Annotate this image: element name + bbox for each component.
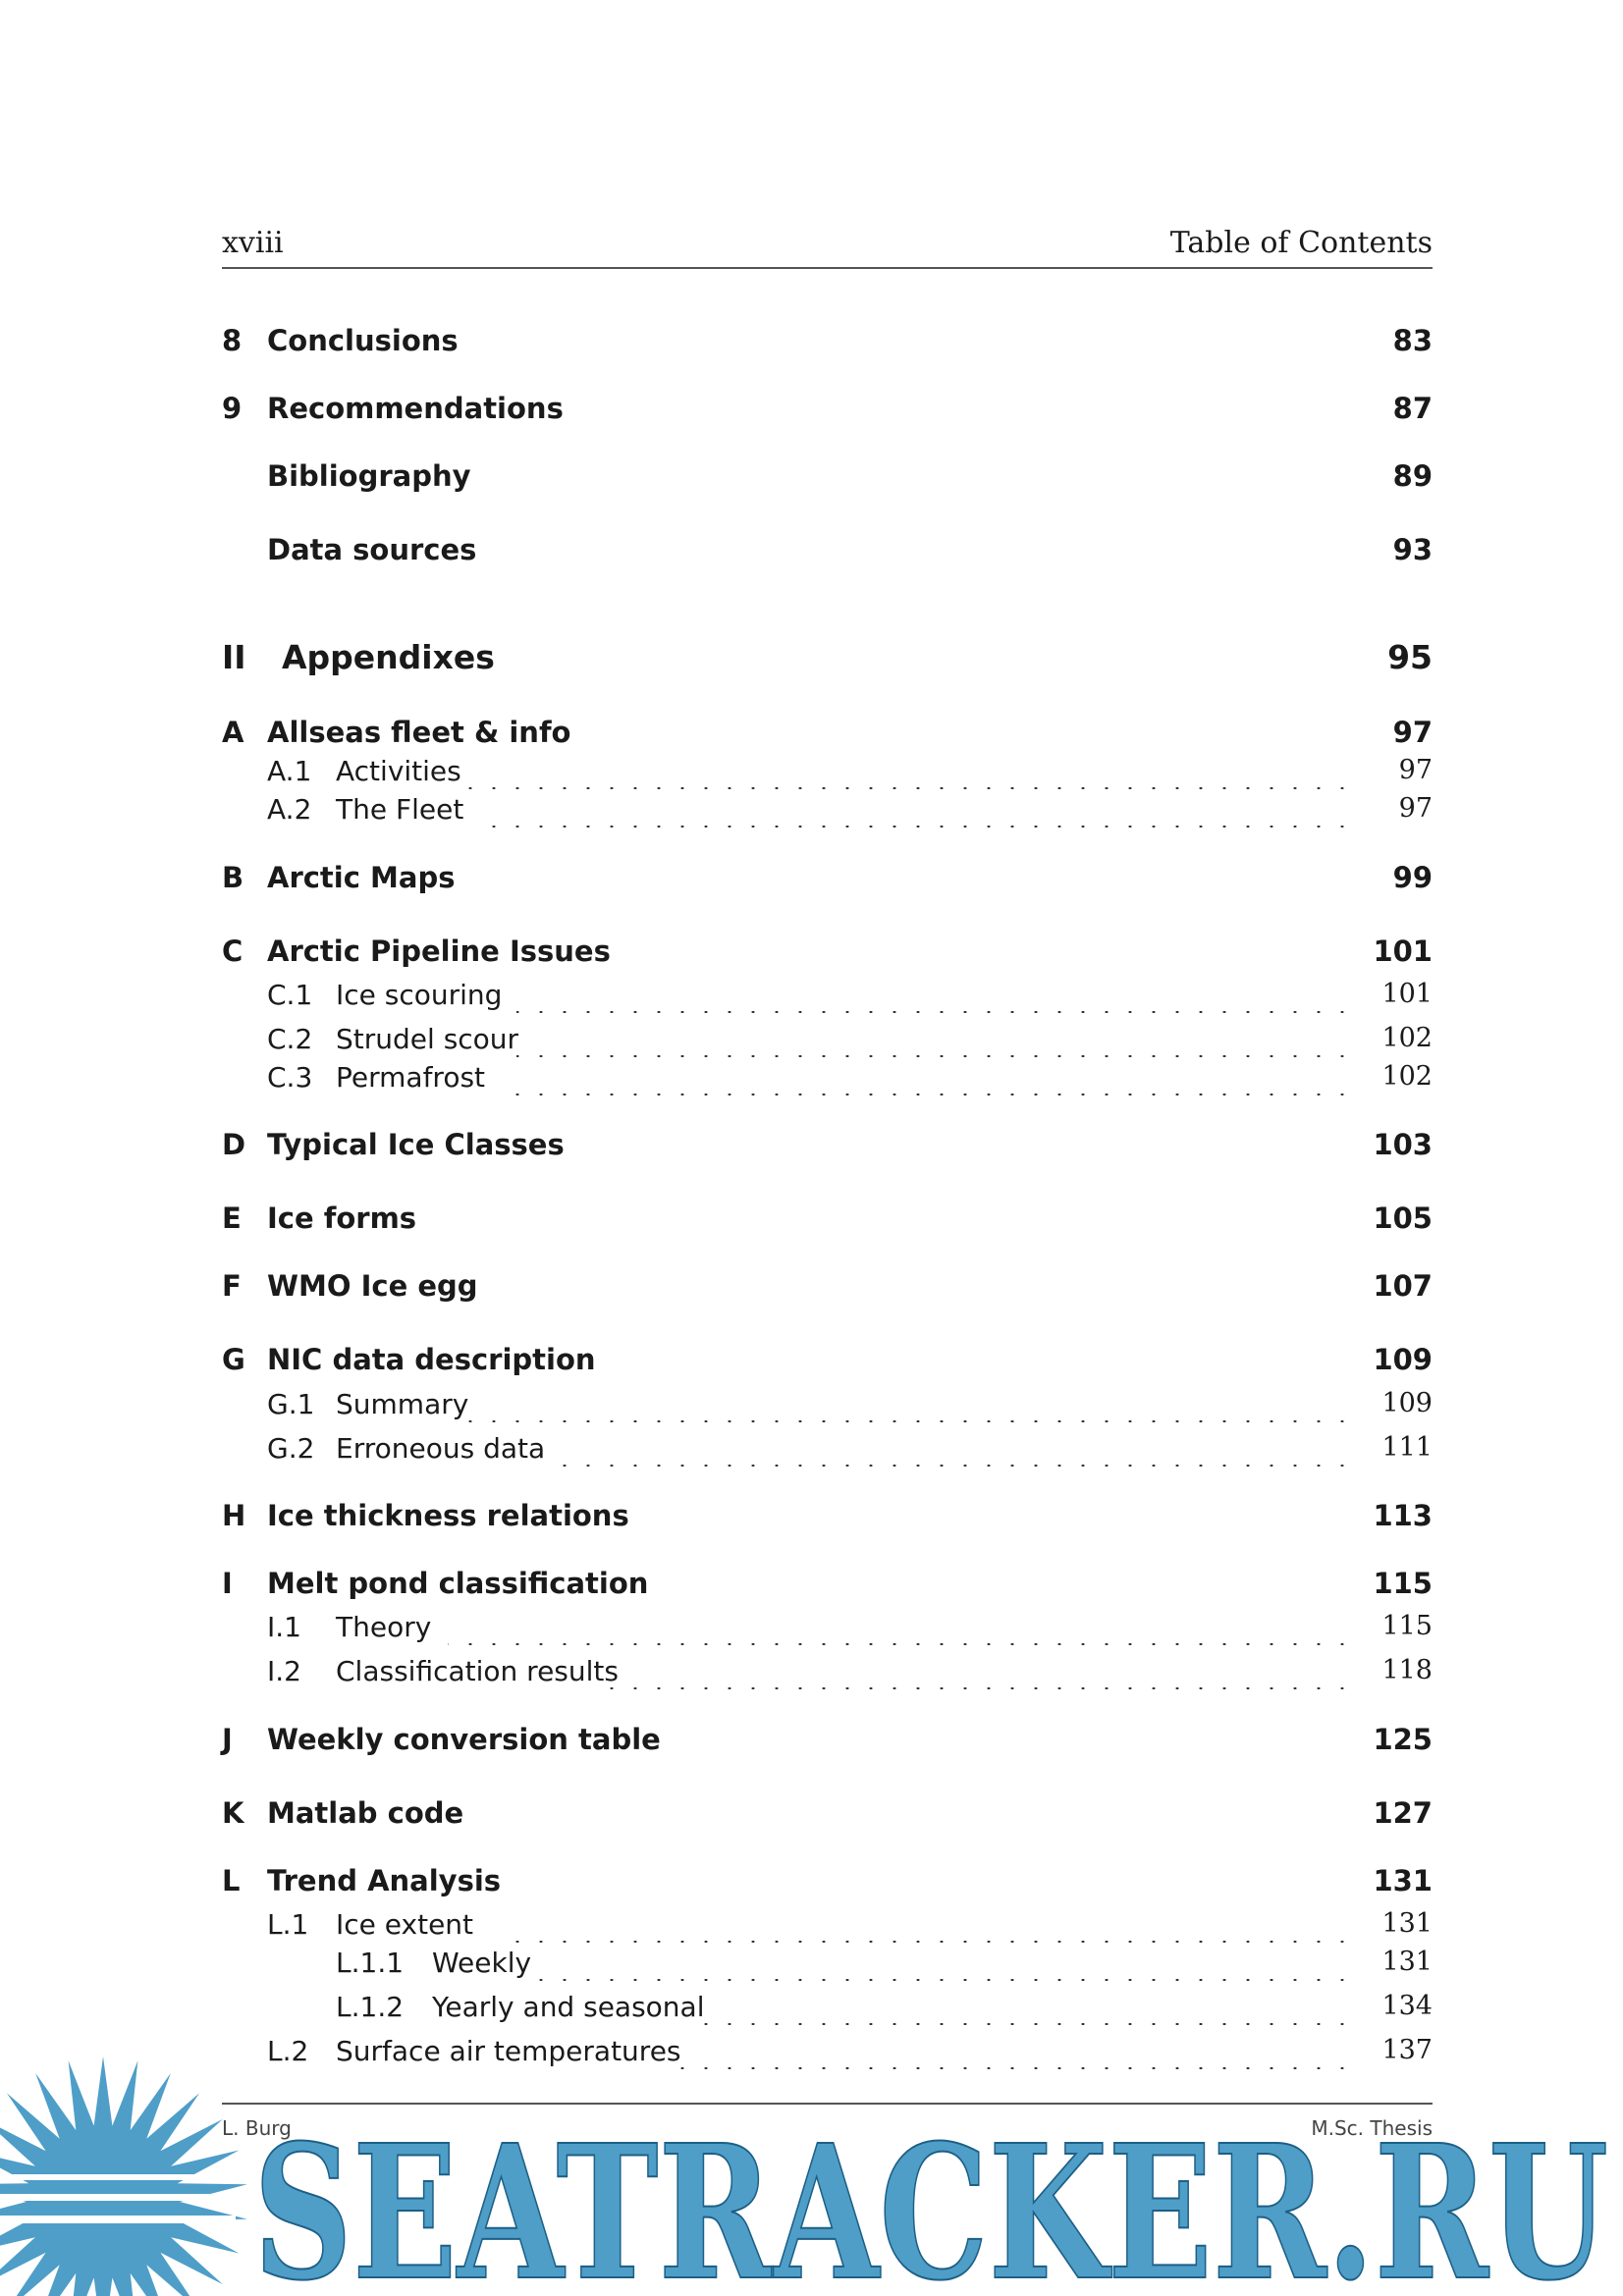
subsection-page: 134 xyxy=(1381,1991,1433,2021)
appendix-page: 113 xyxy=(1373,1499,1433,1532)
section-title: Activities xyxy=(336,755,461,787)
section-number: C.1 xyxy=(267,979,313,1011)
appendix-letter: E xyxy=(222,1201,242,1235)
toc-appendix-g[interactable] xyxy=(222,1343,1433,1386)
appendix-letter: A xyxy=(222,716,244,749)
appendix-page: 101 xyxy=(1373,934,1433,968)
toc-section-g1[interactable] xyxy=(222,1388,1433,1431)
section-title: Theory xyxy=(336,1611,432,1643)
toc-subsection-l12[interactable] xyxy=(222,1991,1433,2034)
appendix-letter: I xyxy=(222,1567,233,1600)
section-title: Ice scouring xyxy=(336,979,503,1011)
toc-appendix-l[interactable] xyxy=(222,1864,1433,1907)
toc-section-a1[interactable] xyxy=(222,755,1433,798)
toc-chapter-8[interactable] xyxy=(222,324,1433,367)
toc-section-g2[interactable] xyxy=(222,1432,1433,1475)
appendix-letter: G xyxy=(222,1343,245,1376)
chapter-title: Conclusions xyxy=(267,324,459,357)
appendix-title: Arctic Pipeline Issues xyxy=(267,934,611,968)
toc-bibliography[interactable] xyxy=(222,459,1433,503)
footer-author: L. Burg xyxy=(222,2116,292,2140)
dot-leader xyxy=(448,1643,1354,1645)
subsection-title: Yearly and seasonal xyxy=(432,1991,705,2023)
subsection-number: L.1.1 xyxy=(336,1947,405,1979)
sun-burst-icon xyxy=(0,2056,247,2296)
dot-leader xyxy=(467,787,1354,789)
running-title: Table of Contents xyxy=(1169,226,1433,260)
appendix-title: Melt pond classification xyxy=(267,1567,649,1600)
toc-appendix-b[interactable] xyxy=(222,861,1433,904)
section-title: The Fleet xyxy=(336,793,464,826)
appendix-title: Ice thickness relations xyxy=(267,1499,629,1532)
appendix-page: 105 xyxy=(1373,1201,1433,1235)
appendix-letter: K xyxy=(222,1796,244,1830)
dot-leader xyxy=(516,1055,1354,1057)
footer-degree: M.Sc. Thesis xyxy=(1311,2116,1433,2140)
section-title: Classification results xyxy=(336,1655,619,1687)
dot-leader xyxy=(693,2023,1354,2025)
section-number: G.1 xyxy=(267,1388,315,1420)
part-number: II xyxy=(222,638,246,676)
toc-section-i2[interactable] xyxy=(222,1655,1433,1698)
appendix-letter: C xyxy=(222,934,243,968)
chapter-page: 93 xyxy=(1392,533,1433,566)
part-title: Appendixes xyxy=(282,638,495,676)
toc-appendix-a[interactable] xyxy=(222,716,1433,759)
dot-leader xyxy=(497,1094,1354,1095)
appendix-title: NIC data description xyxy=(267,1343,596,1376)
subsection-page: 131 xyxy=(1381,1947,1433,1977)
chapter-number: 8 xyxy=(222,324,243,357)
watermark xyxy=(0,2056,1623,2296)
section-number: L.2 xyxy=(267,2035,309,2067)
section-page: 97 xyxy=(1398,793,1433,824)
chapter-number: 9 xyxy=(222,392,243,425)
section-title: Permafrost xyxy=(336,1061,486,1094)
section-page: 118 xyxy=(1381,1655,1433,1685)
toc-section-i1[interactable] xyxy=(222,1611,1433,1654)
appendix-page: 103 xyxy=(1373,1128,1433,1161)
toc-section-a2[interactable] xyxy=(222,793,1433,836)
chapter-page: 89 xyxy=(1392,459,1433,493)
toc-appendix-j[interactable] xyxy=(222,1723,1433,1766)
chapter-page: 87 xyxy=(1392,392,1433,425)
toc-appendix-d[interactable] xyxy=(222,1128,1433,1171)
section-number: C.3 xyxy=(267,1061,313,1094)
appendix-page: 125 xyxy=(1373,1723,1433,1756)
section-title: Summary xyxy=(336,1388,469,1420)
toc-section-l1[interactable] xyxy=(222,1908,1433,1951)
subsection-title: Weekly xyxy=(432,1947,532,1979)
appendix-page: 131 xyxy=(1373,1864,1433,1897)
chapter-title: Recommendations xyxy=(267,392,564,425)
section-page: 131 xyxy=(1381,1908,1433,1939)
chapter-title: Data sources xyxy=(267,533,477,566)
section-page: 111 xyxy=(1381,1432,1433,1463)
section-page: 102 xyxy=(1381,1061,1433,1092)
section-page: 137 xyxy=(1381,2035,1433,2065)
chapter-page: 83 xyxy=(1392,324,1433,357)
appendix-title: Arctic Maps xyxy=(267,861,456,894)
toc-appendix-f[interactable] xyxy=(222,1269,1433,1312)
appendix-title: WMO Ice egg xyxy=(267,1269,478,1303)
toc-subsection-l11[interactable] xyxy=(222,1947,1433,1990)
appendix-title: Ice forms xyxy=(267,1201,417,1235)
appendix-letter: L xyxy=(222,1864,241,1897)
section-number: A.1 xyxy=(267,755,312,787)
section-number: I.2 xyxy=(267,1655,301,1687)
appendix-page: 115 xyxy=(1373,1567,1433,1600)
dot-leader xyxy=(561,1465,1354,1467)
appendix-title: Allseas fleet & info xyxy=(267,716,571,749)
subsection-number: L.1.2 xyxy=(336,1991,405,2023)
toc-appendix-i[interactable] xyxy=(222,1567,1433,1610)
appendix-letter: F xyxy=(222,1269,242,1303)
section-title: Erroneous data xyxy=(336,1432,546,1465)
toc-section-c1[interactable] xyxy=(222,979,1433,1022)
toc-appendix-h[interactable] xyxy=(222,1499,1433,1542)
appendix-title: Typical Ice Classes xyxy=(267,1128,565,1161)
appendix-title: Trend Analysis xyxy=(267,1864,502,1897)
appendix-letter: D xyxy=(222,1128,246,1161)
section-number: G.2 xyxy=(267,1432,315,1465)
toc-appendix-e[interactable] xyxy=(222,1201,1433,1245)
section-number: A.2 xyxy=(267,793,312,826)
appendix-letter: H xyxy=(222,1499,246,1532)
chapter-title: Bibliography xyxy=(267,459,471,493)
appendix-letter: J xyxy=(222,1723,233,1756)
appendix-page: 109 xyxy=(1373,1343,1433,1376)
dot-leader xyxy=(516,1011,1354,1013)
appendix-title: Matlab code xyxy=(267,1796,464,1830)
toc-chapter-9[interactable] xyxy=(222,392,1433,435)
dot-leader xyxy=(489,826,1354,828)
part-page: 95 xyxy=(1387,638,1433,676)
header-rule xyxy=(222,267,1433,269)
section-title: Strudel scour xyxy=(336,1023,519,1055)
section-title: Ice extent xyxy=(336,1908,474,1941)
appendix-page: 99 xyxy=(1392,861,1433,894)
toc-part-2[interactable] xyxy=(222,638,1433,681)
section-page: 102 xyxy=(1381,1023,1433,1053)
appendix-page: 97 xyxy=(1392,716,1433,749)
appendix-letter: B xyxy=(222,861,244,894)
toc-appendix-k[interactable] xyxy=(222,1796,1433,1840)
dot-leader xyxy=(595,1687,1354,1689)
section-page: 97 xyxy=(1398,755,1433,785)
section-number: I.1 xyxy=(267,1611,301,1643)
dot-leader xyxy=(467,1420,1354,1422)
watermark-text: SEATRACKER.RU xyxy=(253,2105,1608,2296)
section-page: 101 xyxy=(1381,979,1433,1009)
section-number: C.2 xyxy=(267,1023,313,1055)
section-title: Surface air temperatures xyxy=(336,2035,681,2067)
appendix-page: 107 xyxy=(1373,1269,1433,1303)
toc-appendix-c[interactable] xyxy=(222,934,1433,978)
dot-leader xyxy=(497,1941,1354,1943)
section-number: L.1 xyxy=(267,1908,309,1941)
page-number: xviii xyxy=(222,226,284,260)
appendix-page: 127 xyxy=(1373,1796,1433,1830)
section-page: 109 xyxy=(1381,1388,1433,1418)
toc-section-c3[interactable] xyxy=(222,1061,1433,1104)
dot-leader xyxy=(526,1979,1354,1981)
appendix-title: Weekly conversion table xyxy=(267,1723,661,1756)
section-page: 115 xyxy=(1381,1611,1433,1641)
toc-data-sources[interactable] xyxy=(222,533,1433,576)
toc-section-c2[interactable] xyxy=(222,1023,1433,1066)
